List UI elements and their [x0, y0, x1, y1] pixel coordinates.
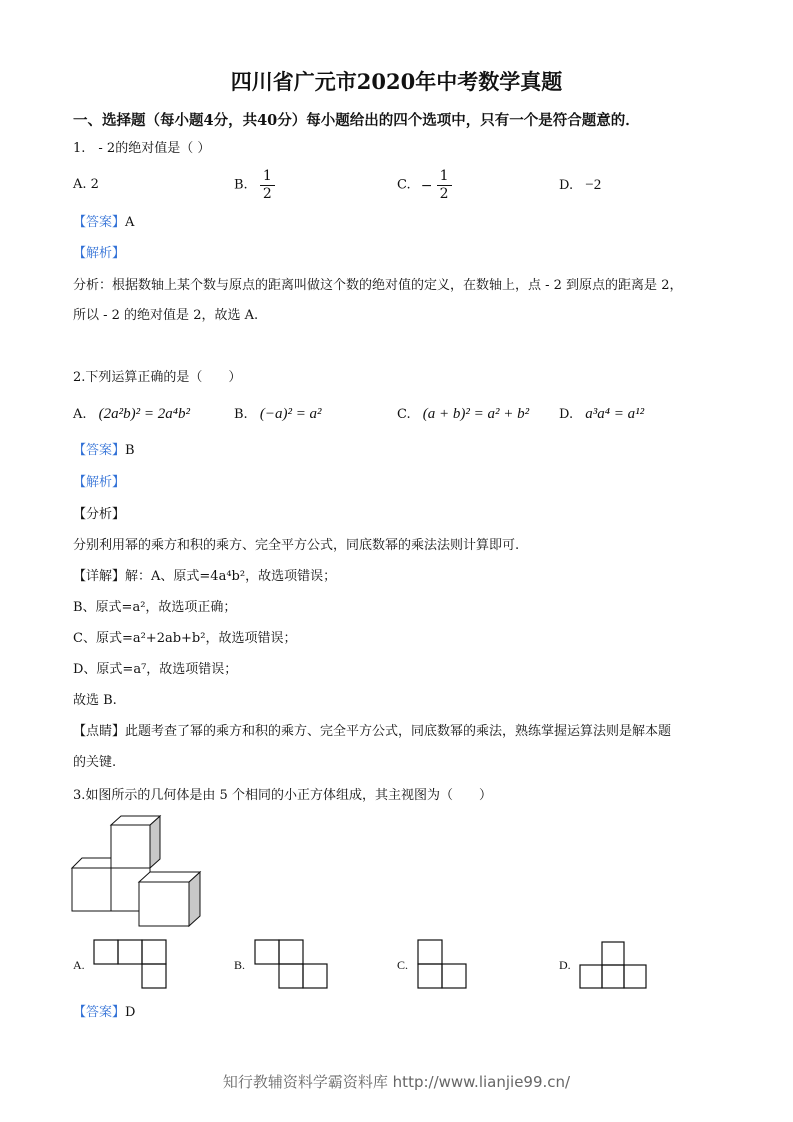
- square: [279, 940, 303, 964]
- q2-conclusion: 故选 B.: [73, 693, 117, 708]
- left-cube-front: [72, 868, 111, 911]
- q1-option-b-label: B.: [234, 177, 248, 193]
- q1-option-b: [234, 168, 275, 203]
- comment-text: 此题考查了幂的乘方和积的乘方、完全平方公式，同底数幂的乘法，熟练掌握运算法则是解本题: [125, 724, 672, 739]
- q2-answer-line: [73, 442, 135, 460]
- q1-option-c-sign: −: [420, 177, 433, 194]
- q1-option-c: [397, 168, 452, 203]
- q1-analysis-line-2: 所以 - 2 的绝对值是 2，故选 A.: [73, 308, 259, 323]
- square: [303, 964, 327, 988]
- q2-option-d-expression: a³a⁴ = a¹²: [585, 406, 645, 422]
- fraction-denominator: 2: [439, 186, 449, 202]
- top-cube-front: [111, 825, 150, 868]
- answer-tag: 【答案】: [73, 443, 126, 458]
- q1-option-c-label: C.: [397, 177, 411, 193]
- q1-analysis-tag: 【解析】: [73, 246, 126, 261]
- q2-analysis-tag: 【解析】: [73, 475, 126, 490]
- q3-option-a-view: [94, 940, 168, 990]
- q2-option-a: [73, 405, 190, 424]
- q2-option-b: [234, 405, 322, 424]
- q1-option-a: A. 2: [73, 177, 99, 192]
- square: [442, 964, 466, 988]
- q2-option-b-label: B.: [234, 407, 248, 422]
- square: [255, 940, 279, 964]
- q1-option-b-fraction: [260, 168, 275, 203]
- q3-option-d-label: D.: [559, 958, 571, 972]
- q2-fenxi-text: 分别利用幂的乘方和积的乘方、完全平方公式，同底数幂的乘法法则计算即可.: [73, 538, 520, 553]
- square: [602, 965, 624, 988]
- q2-comment-line-1: [73, 723, 671, 741]
- q1-option-c-fraction: [437, 168, 452, 203]
- square: [118, 940, 142, 964]
- q3-option-c-label: C.: [397, 958, 409, 972]
- q2-option-c-expression: (a + b)² = a² + b²: [422, 406, 530, 422]
- square: [142, 964, 166, 988]
- square: [580, 965, 602, 988]
- cube-stack-figure: [70, 815, 210, 930]
- q1-option-d-label: D.: [559, 178, 574, 193]
- question-2-stem: 2.下列运算正确的是（ ）: [73, 370, 242, 385]
- q2-detail-c: C、原式=a²+2ab+b²，故选项错误；: [73, 631, 297, 646]
- fraction-numerator: 1: [260, 168, 275, 186]
- q3-option-d-view: [580, 942, 650, 992]
- answer-value: D: [125, 1005, 136, 1020]
- fraction-denominator: 2: [262, 186, 272, 202]
- q2-option-a-label: A.: [73, 407, 87, 422]
- square: [624, 965, 646, 988]
- q3-answer-line: [73, 1004, 135, 1022]
- answer-tag: 【答案】: [73, 1005, 126, 1020]
- q1-option-d-value: −2: [585, 177, 602, 193]
- square: [418, 940, 442, 964]
- comment-tag: 【点睛】: [73, 724, 126, 739]
- footer-watermark: 知行教辅资料学霸资料库 http://www.lianjie99.cn/: [222, 1073, 571, 1091]
- q1-analysis-line-1: 分析：根据数轴上某个数与原点的距离叫做这个数的绝对值的定义，在数轴上，点 - 2 到原点的距离是 2，: [73, 278, 683, 293]
- q1-option-d: [559, 176, 601, 195]
- question-3-stem: 3.如图所示的几何体是由 5 个相同的小正方体组成，其主视图为（ ）: [73, 788, 492, 803]
- square: [94, 940, 118, 964]
- answer-tag: 【答案】: [73, 215, 126, 230]
- detail-tag: 【详解】: [73, 569, 126, 584]
- q2-option-c: [397, 405, 529, 424]
- section-heading: 一、选择题（每小题4分，共40分）每小题给出的四个选项中，只有一个是符合题意的．: [73, 112, 640, 129]
- square: [279, 964, 303, 988]
- fraction-numerator: 1: [437, 168, 452, 186]
- q3-option-a-label: A.: [73, 958, 85, 972]
- q2-detail-b: B、原式=a²，故选项正确；: [73, 600, 237, 615]
- q3-option-c-view: [418, 940, 470, 990]
- q1-answer-line: [73, 214, 134, 232]
- q2-option-c-label: C.: [397, 407, 411, 422]
- q2-detail-a: [73, 568, 336, 586]
- page-title: 四川省广元市2020年中考数学真题: [230, 69, 563, 94]
- answer-value: A: [125, 215, 135, 230]
- q2-option-a-expression: (2a²b)² = 2a⁴b²: [98, 406, 190, 422]
- question-1-stem: 1. - 2的绝对值是（ ）: [73, 141, 211, 156]
- square: [418, 964, 442, 988]
- q3-option-b-view: [255, 940, 329, 990]
- q2-detail-d: D、原式=a⁷，故选项错误；: [73, 662, 238, 677]
- square: [602, 942, 624, 965]
- detail-text: 解：A、原式=4a⁴b²，故选项错误；: [125, 569, 337, 584]
- right-cube-top: [139, 872, 200, 882]
- q2-option-d: [559, 405, 644, 424]
- answer-value: B: [125, 443, 135, 458]
- q2-option-d-label: D.: [559, 407, 574, 422]
- q2-option-b-expression: (−a)² = a²: [259, 406, 322, 422]
- right-cube-front: [139, 882, 189, 926]
- left-cube-top: [72, 858, 111, 868]
- q3-option-b-label: B.: [234, 958, 246, 972]
- square: [142, 940, 166, 964]
- q2-fenxi-tag: 【分析】: [73, 507, 126, 522]
- q2-comment-line-2: 的关键.: [73, 755, 117, 770]
